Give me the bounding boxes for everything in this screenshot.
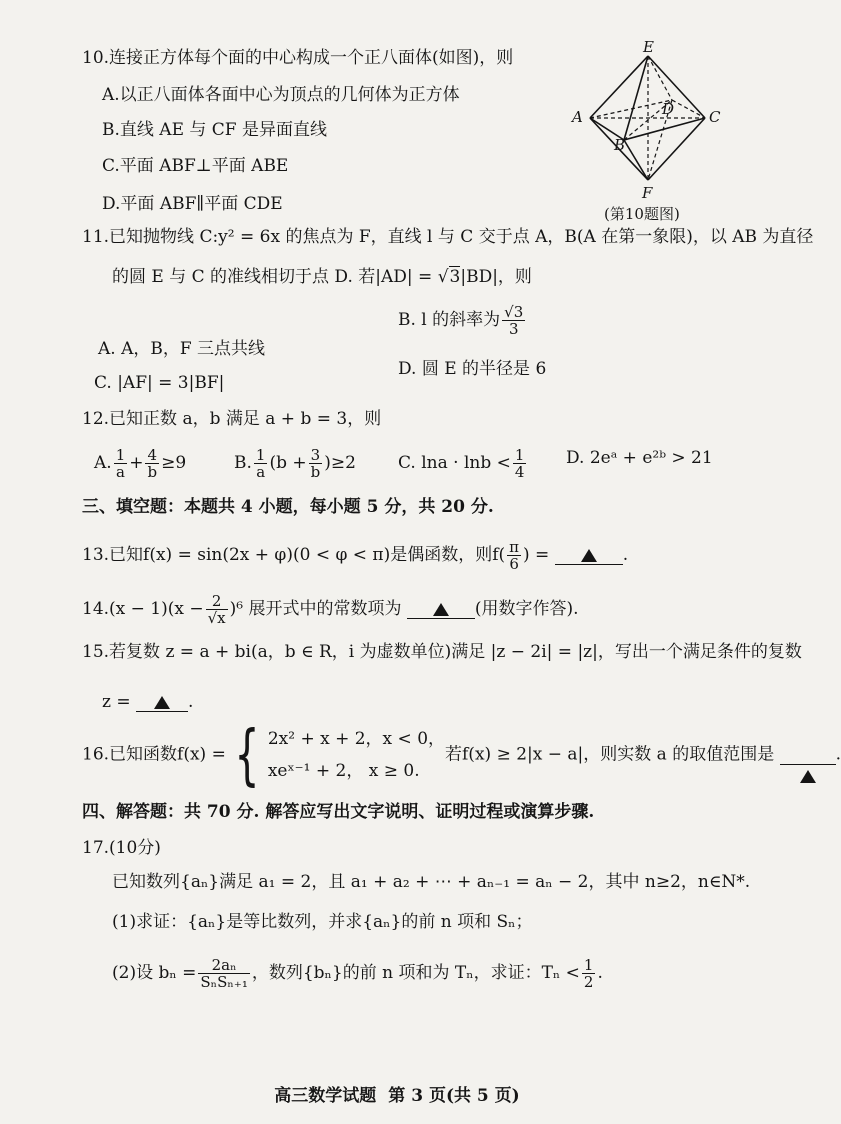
- fraction: [114, 447, 128, 480]
- triangle-icon: [800, 770, 816, 783]
- expr: C. lna · lnb <: [398, 453, 511, 473]
- frac-den: b: [310, 463, 321, 481]
- answer-blank[interactable]: [136, 691, 188, 712]
- inequality: ≥9: [161, 453, 187, 473]
- q14-end: (用数字作答).: [474, 599, 579, 619]
- q10-option-a: A.以正八面体各面中心为顶点的几何体为正方体: [102, 85, 460, 105]
- q11-stem-line2: [112, 266, 532, 288]
- q10-option-c: C.平面 ABF⊥平面 ABE: [102, 156, 289, 176]
- q17-part-1: (1)求证：{aₙ}是等比数列，并求{aₙ}的前 n 项和 Sₙ；: [112, 912, 533, 932]
- piecewise-cases: [268, 723, 445, 787]
- q11-stem-line1: 11.已知抛物线 C:y² = 6x 的焦点为 F，直线 l 与 C 交于点 A，B(A 在第一象限)，以 AB 为直径: [82, 227, 814, 247]
- q12-option-c: [398, 447, 528, 480]
- q16-text: 若f(x) ≥ 2|x − a|，则实数 a 的取值范围是: [445, 744, 775, 765]
- left-brace: {: [234, 715, 260, 793]
- q16: [82, 715, 841, 793]
- expr: (b +: [269, 453, 307, 473]
- footer-page-number: 第 3 页(共 5 页): [388, 1086, 520, 1106]
- q12-option-a: [94, 447, 186, 480]
- opt-label: B.: [234, 453, 252, 473]
- q11-stem-text-end: |BD|，则: [460, 267, 532, 287]
- q14-text: 14.(x − 1)(x −: [82, 599, 204, 619]
- q11-option-b: [398, 304, 527, 337]
- frac-den: √x: [207, 609, 226, 627]
- plus: +: [129, 453, 144, 473]
- fraction: [507, 539, 521, 572]
- q16-end: .: [835, 744, 841, 765]
- frac-den: 3: [508, 320, 519, 338]
- frac-num: 1: [583, 956, 594, 974]
- case-2: xeˣ⁻¹ + 2， x ≥ 0.: [267, 760, 420, 781]
- triangle-icon: [433, 603, 449, 616]
- vertex-label-e: E: [643, 38, 654, 56]
- frac-den: 6: [509, 555, 519, 573]
- edge-dc-hidden: [672, 100, 705, 118]
- frac-den: b: [147, 463, 158, 481]
- edge-bf: [624, 140, 648, 180]
- q15-end: .: [188, 692, 194, 712]
- fraction: [309, 447, 323, 480]
- q14-text: )⁶ 展开式中的常数项为: [229, 599, 402, 619]
- frac-num: 1: [115, 446, 126, 464]
- slope-fraction: [502, 304, 525, 337]
- edge-cf: [648, 118, 705, 180]
- frac-num: 4: [145, 447, 159, 464]
- frac-den: a: [115, 463, 125, 481]
- figure-caption: (第10题图): [604, 205, 680, 223]
- q12-option-b: [234, 447, 356, 480]
- frac-den: a: [256, 463, 266, 481]
- q16-text: 16.已知函数f(x) =: [82, 744, 226, 765]
- frac-num: π: [509, 538, 520, 556]
- frac-num: 2aₙ: [198, 957, 249, 974]
- q17-end: .: [597, 963, 603, 983]
- frac-num: 3: [309, 447, 323, 464]
- q17-head: 17.(10分): [82, 838, 161, 858]
- fraction: [254, 447, 268, 480]
- edge-bc: [624, 118, 705, 140]
- triangle-icon: [154, 696, 170, 709]
- q12-stem: 12.已知正数 a，b 满足 a + b = 3，则: [82, 409, 382, 429]
- triangle-icon: [581, 549, 597, 562]
- fraction: [145, 447, 159, 480]
- fraction: [513, 447, 527, 480]
- q17-text: (2)设 bₙ =: [112, 963, 197, 983]
- q10-option-d: D.平面 ABF∥平面 CDE: [102, 194, 283, 214]
- sqrt-sign: √: [437, 267, 449, 287]
- q15-line1: 15.若复数 z = a + bi(a，b ∈ R，i 为虚数单位)满足 |z − 2i| = |z|，写出一个满足条件的复数: [82, 642, 802, 662]
- frac-num: 1: [514, 446, 525, 464]
- q10-option-b: B.直线 AE 与 CF 是异面直线: [102, 120, 328, 140]
- q17-stem: 已知数列{aₙ}满足 a₁ = 2，且 a₁ + a₂ + ⋯ + aₙ₋₁ = aₙ − 2，其中 n≥2，n∈N*.: [112, 872, 751, 892]
- q13-text: ) =: [523, 545, 550, 565]
- vertex-label-b: B: [614, 136, 626, 154]
- inequality: )≥2: [324, 453, 356, 473]
- fraction: [582, 957, 596, 990]
- octahedron-figure: [560, 38, 730, 223]
- q10-stem: 10.连接正方体每个面的中心构成一个正八面体(如图)，则: [82, 48, 514, 68]
- q15-line2: [102, 691, 193, 713]
- q13-text: 13.已知f(x) = sin(2x + φ)(0 < φ < π)是偶函数，则f(: [82, 545, 506, 565]
- q17-part-2: [112, 957, 603, 990]
- footer-subject: 高三数学试题: [274, 1086, 377, 1106]
- section-3-heading: 三、填空题：本题共 4 小题，每小题 5 分，共 20 分.: [82, 497, 494, 517]
- answer-blank[interactable]: [555, 544, 623, 565]
- frac-num: √3: [504, 303, 524, 321]
- frac-den: 2: [583, 973, 594, 991]
- q11-option-d: D. 圆 E 的半径是 6: [398, 359, 547, 379]
- page-footer: [0, 1081, 794, 1106]
- edge-ec: [648, 56, 705, 118]
- q11-option-b-text: B. l 的斜率为: [398, 310, 501, 330]
- case-1: 2x² + x + 2，x < 0，: [267, 728, 446, 749]
- vertex-label-f: F: [642, 184, 653, 202]
- fraction: [206, 593, 228, 626]
- q11-option-c: C. |AF| = 3|BF|: [94, 373, 225, 393]
- q14: [82, 593, 579, 626]
- q17-text: ，数列{bₙ}的前 n 项和为 Tₙ，求证：Tₙ <: [251, 963, 580, 983]
- fraction: [198, 957, 249, 990]
- frac-num: 1: [255, 446, 266, 464]
- q12-option-d: D. 2eᵃ + e²ᵇ > 21: [566, 448, 713, 468]
- answer-blank[interactable]: [407, 598, 475, 619]
- q11-stem-text: 的圆 E 与 C 的准线相切于点 D. 若|AD| =: [112, 267, 438, 287]
- q15-text: z =: [102, 692, 131, 712]
- vertex-label-c: C: [709, 108, 721, 126]
- answer-blank[interactable]: [780, 744, 836, 765]
- frac-num: 2: [206, 593, 228, 610]
- vertex-label-a: A: [572, 108, 583, 126]
- sqrt-value: 3: [449, 267, 461, 287]
- vertex-label-d: D: [662, 100, 675, 118]
- section-4-heading: 四、解答题：共 70 分. 解答应写出文字说明、证明过程或演算步骤.: [82, 802, 595, 822]
- frac-den: 4: [514, 463, 525, 481]
- q13: [82, 539, 628, 572]
- frac-den: SₙSₙ₊₁: [200, 973, 248, 991]
- q11-option-a: A. A，B，F 三点共线: [98, 339, 266, 359]
- q13-end: .: [622, 545, 629, 565]
- opt-label: A.: [94, 453, 112, 473]
